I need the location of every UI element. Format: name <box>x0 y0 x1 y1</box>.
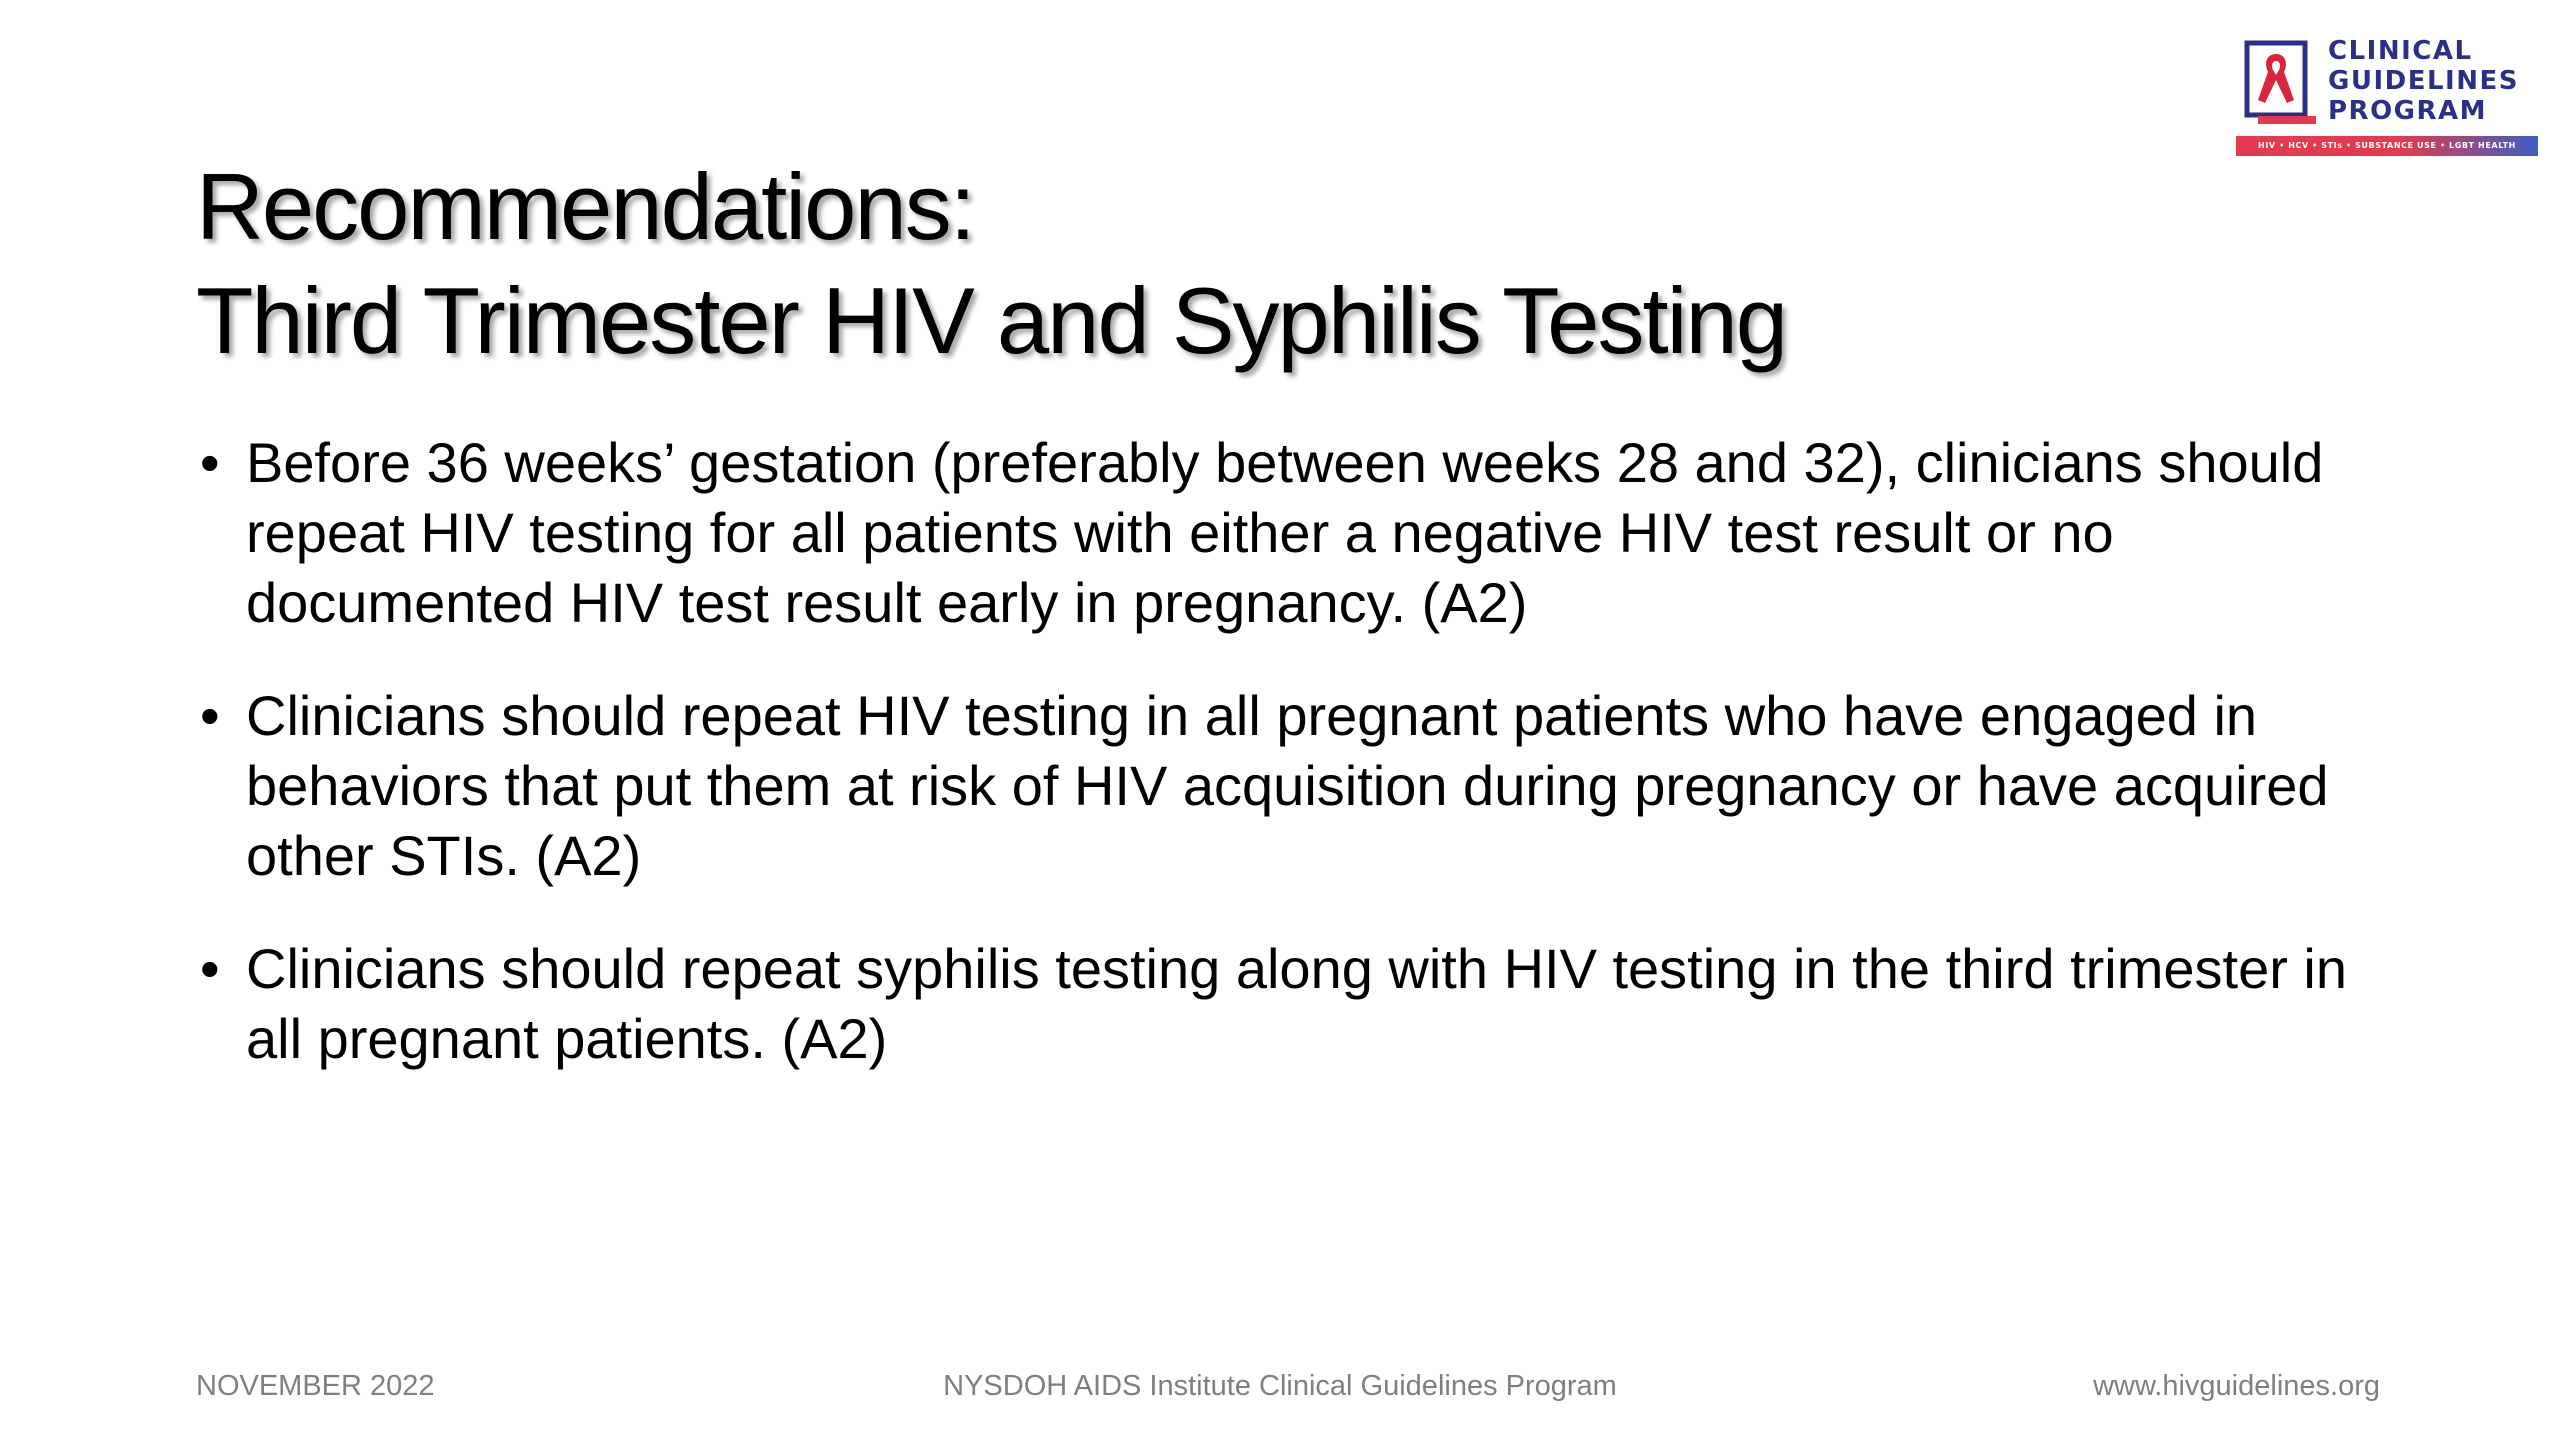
recommendation-text: Before 36 weeks’ gestation (preferably between weeks 28 and 32), clinicians should repeat HIV testing for all patients with either a negative HIV test result or no documented HIV test result early in pregnancy. (A2) <box>246 431 2324 634</box>
recommendation-item <box>196 681 2416 891</box>
bullet-marker: • <box>200 684 220 747</box>
recommendation-item <box>196 428 2416 638</box>
logo-tagline-bar: HIV • HCV • STIs • SUBSTANCE USE • LGBT HEALTH <box>2236 136 2538 156</box>
recommendation-list <box>196 428 2416 1117</box>
title-line-2: Third Trimester HIV and Syphilis Testing <box>196 268 1787 373</box>
title-line-1: Recommendations: <box>196 154 974 259</box>
bullet-marker: • <box>200 431 220 494</box>
logo-line-guidelines: GUIDELINES <box>2328 66 2519 96</box>
logo-wordmark <box>2328 36 2519 126</box>
clinical-guidelines-program-logo <box>2236 36 2538 160</box>
logo-line-clinical: CLINICAL <box>2328 36 2473 66</box>
recommendation-item <box>196 934 2416 1074</box>
footer-program: NYSDOH AIDS Institute Clinical Guidelines Program <box>943 1370 1617 1402</box>
recommendation-text: Clinicians should repeat HIV testing in all pregnant patients who have engaged in behaviors that put them at risk of HIV acquisition during pregnancy or have acquired other STIs. (A2) <box>246 684 2329 887</box>
red-ribbon-icon <box>2244 40 2316 126</box>
logo-line-program: PROGRAM <box>2328 96 2488 126</box>
footer-date: NOVEMBER 2022 <box>196 1370 435 1402</box>
slide-title <box>196 150 2296 378</box>
recommendation-text: Clinicians should repeat syphilis testing along with HIV testing in the third trimester in all pregnant patients. (A2) <box>246 937 2348 1070</box>
footer-website[interactable]: www.hivguidelines.org <box>2093 1370 2380 1402</box>
bullet-marker: • <box>200 937 220 1000</box>
